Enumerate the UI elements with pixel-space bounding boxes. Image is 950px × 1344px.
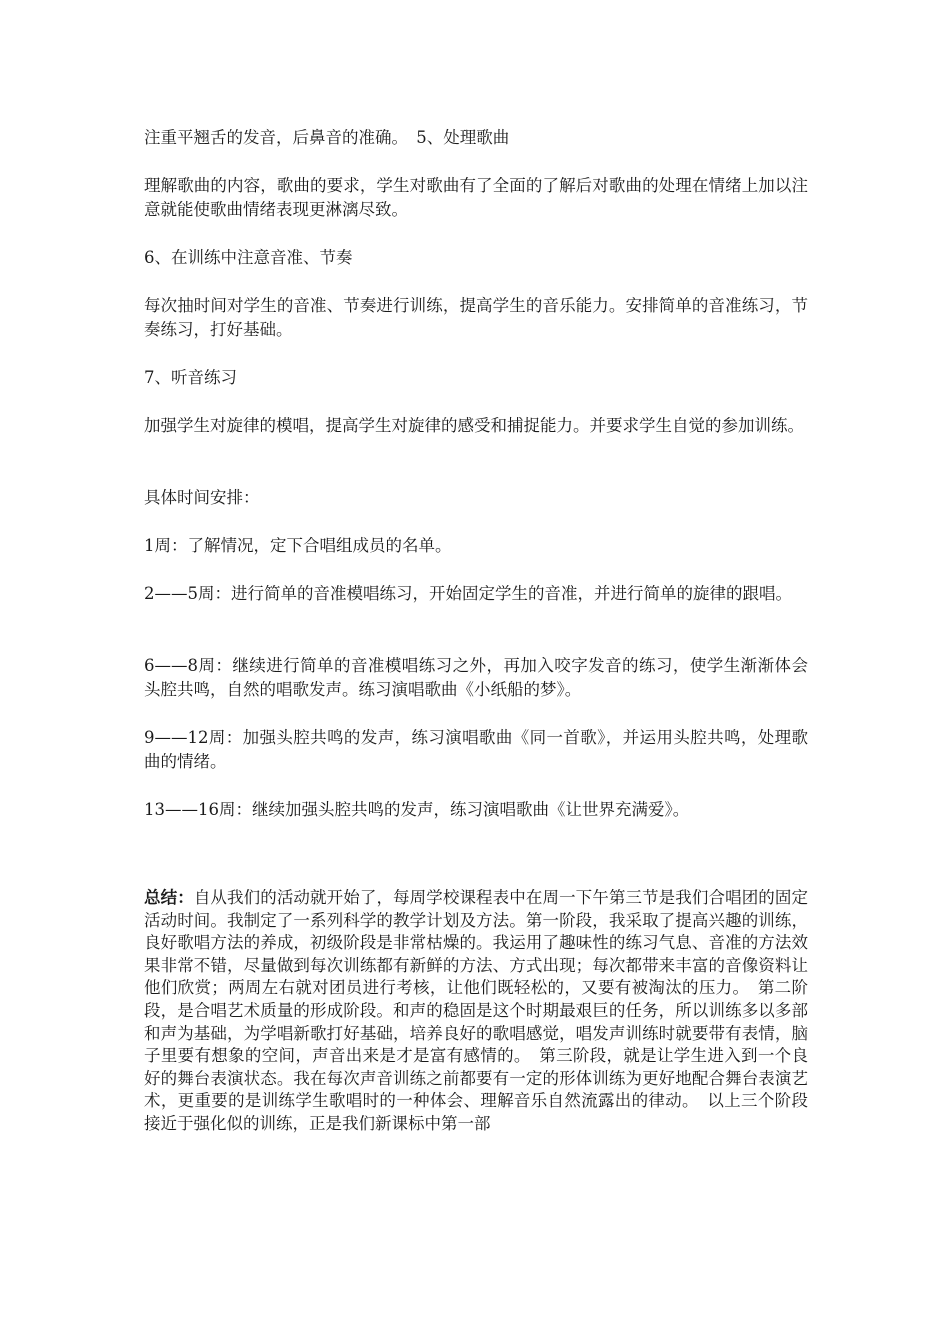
paragraph-listening-practice: 加强学生对旋律的模唱，提高学生对旋律的感受和捕捉能力。并要求学生自觉的参加训练。 <box>144 416 804 435</box>
summary-text: 自从我们的活动就开始了，每周学校课程表中在周一下午第三节是我们合唱团的固定活动时间。我制定了一系列科学的教学计划及方法。第一阶段，我采取了提高兴趣的训练，良好歌唱方法的养成，初级阶段是非常枯燥的。我运用了趣味性的练习气息、音准的方法效果非常不错，尽量做到每次训练都有新鲜的方法、方式出现；每次都带来丰富的音像资料让他们欣赏；两周左右就对团员进行考核，让他们既轻松的，又要有被淘汰的压力。 第二阶段，是合唱艺术质量的形成阶段。和声的稳固是这个时期最艰巨的任务，所以训练多以多部和声为基础，为学唱新歌打好基础，培养良好的歌唱感觉，唱发声训练时就要带有表情，脑子里要有想象的空间，声音出来是才是富有感情的。 第三阶段，就是让学生进入到一个良好的舞台表演状态。我在每次声音训练之前都要有一定的形体训练为更好地配合舞台表演艺术，更重要的是训练学生歌唱时的一种体会、理解音乐自然流露出的律动。 以上三个阶段接近于强化似的训练，正是我们新课标中第一部 <box>144 888 809 1133</box>
paragraph-song-handling: 理解歌曲的内容，歌曲的要求，学生对歌曲有了全面的了解后对歌曲的处理在情绪上加以注意就能使歌曲情绪表现更淋漓尽致。 <box>144 176 808 219</box>
summary-paragraph <box>144 887 808 1136</box>
schedule-week-2-5: 2——5周：进行简单的音准模唱练习，开始固定学生的音准，并进行简单的旋律的跟唱。 <box>144 584 792 603</box>
heading-intonation-rhythm: 6、在训练中注意音准、节奏 <box>144 248 353 267</box>
schedule-week-9-12: 9——12周：加强头腔共鸣的发声，练习演唱歌曲《同一首歌》，并运用头腔共鸣，处理歌曲的情绪。 <box>144 728 808 771</box>
heading-listening-practice: 7、听音练习 <box>144 368 237 387</box>
paragraph-intonation-rhythm: 每次抽时间对学生的音准、节奏进行训练，提高学生的音乐能力。安排简单的音准练习，节奏练习，打好基础。 <box>144 296 808 339</box>
schedule-week-1: 1周：了解情况，定下合唱组成员的名单。 <box>144 536 452 555</box>
summary-label: 总结： <box>144 888 194 907</box>
schedule-week-6-8: 6——8周：继续进行简单的音准模唱练习之外，再加入咬字发音的练习，使学生渐渐体会头腔共鸣，自然的唱歌发声。练习演唱歌曲《小纸船的梦》。 <box>144 656 808 699</box>
paragraph-pronunciation: 注重平翘舌的发音，后鼻音的准确。 5、处理歌曲 <box>144 128 510 147</box>
heading-schedule: 具体时间安排： <box>144 488 260 507</box>
schedule-week-13-16: 13——16周：继续加强头腔共鸣的发声，练习演唱歌曲《让世界充满爱》。 <box>144 800 690 819</box>
